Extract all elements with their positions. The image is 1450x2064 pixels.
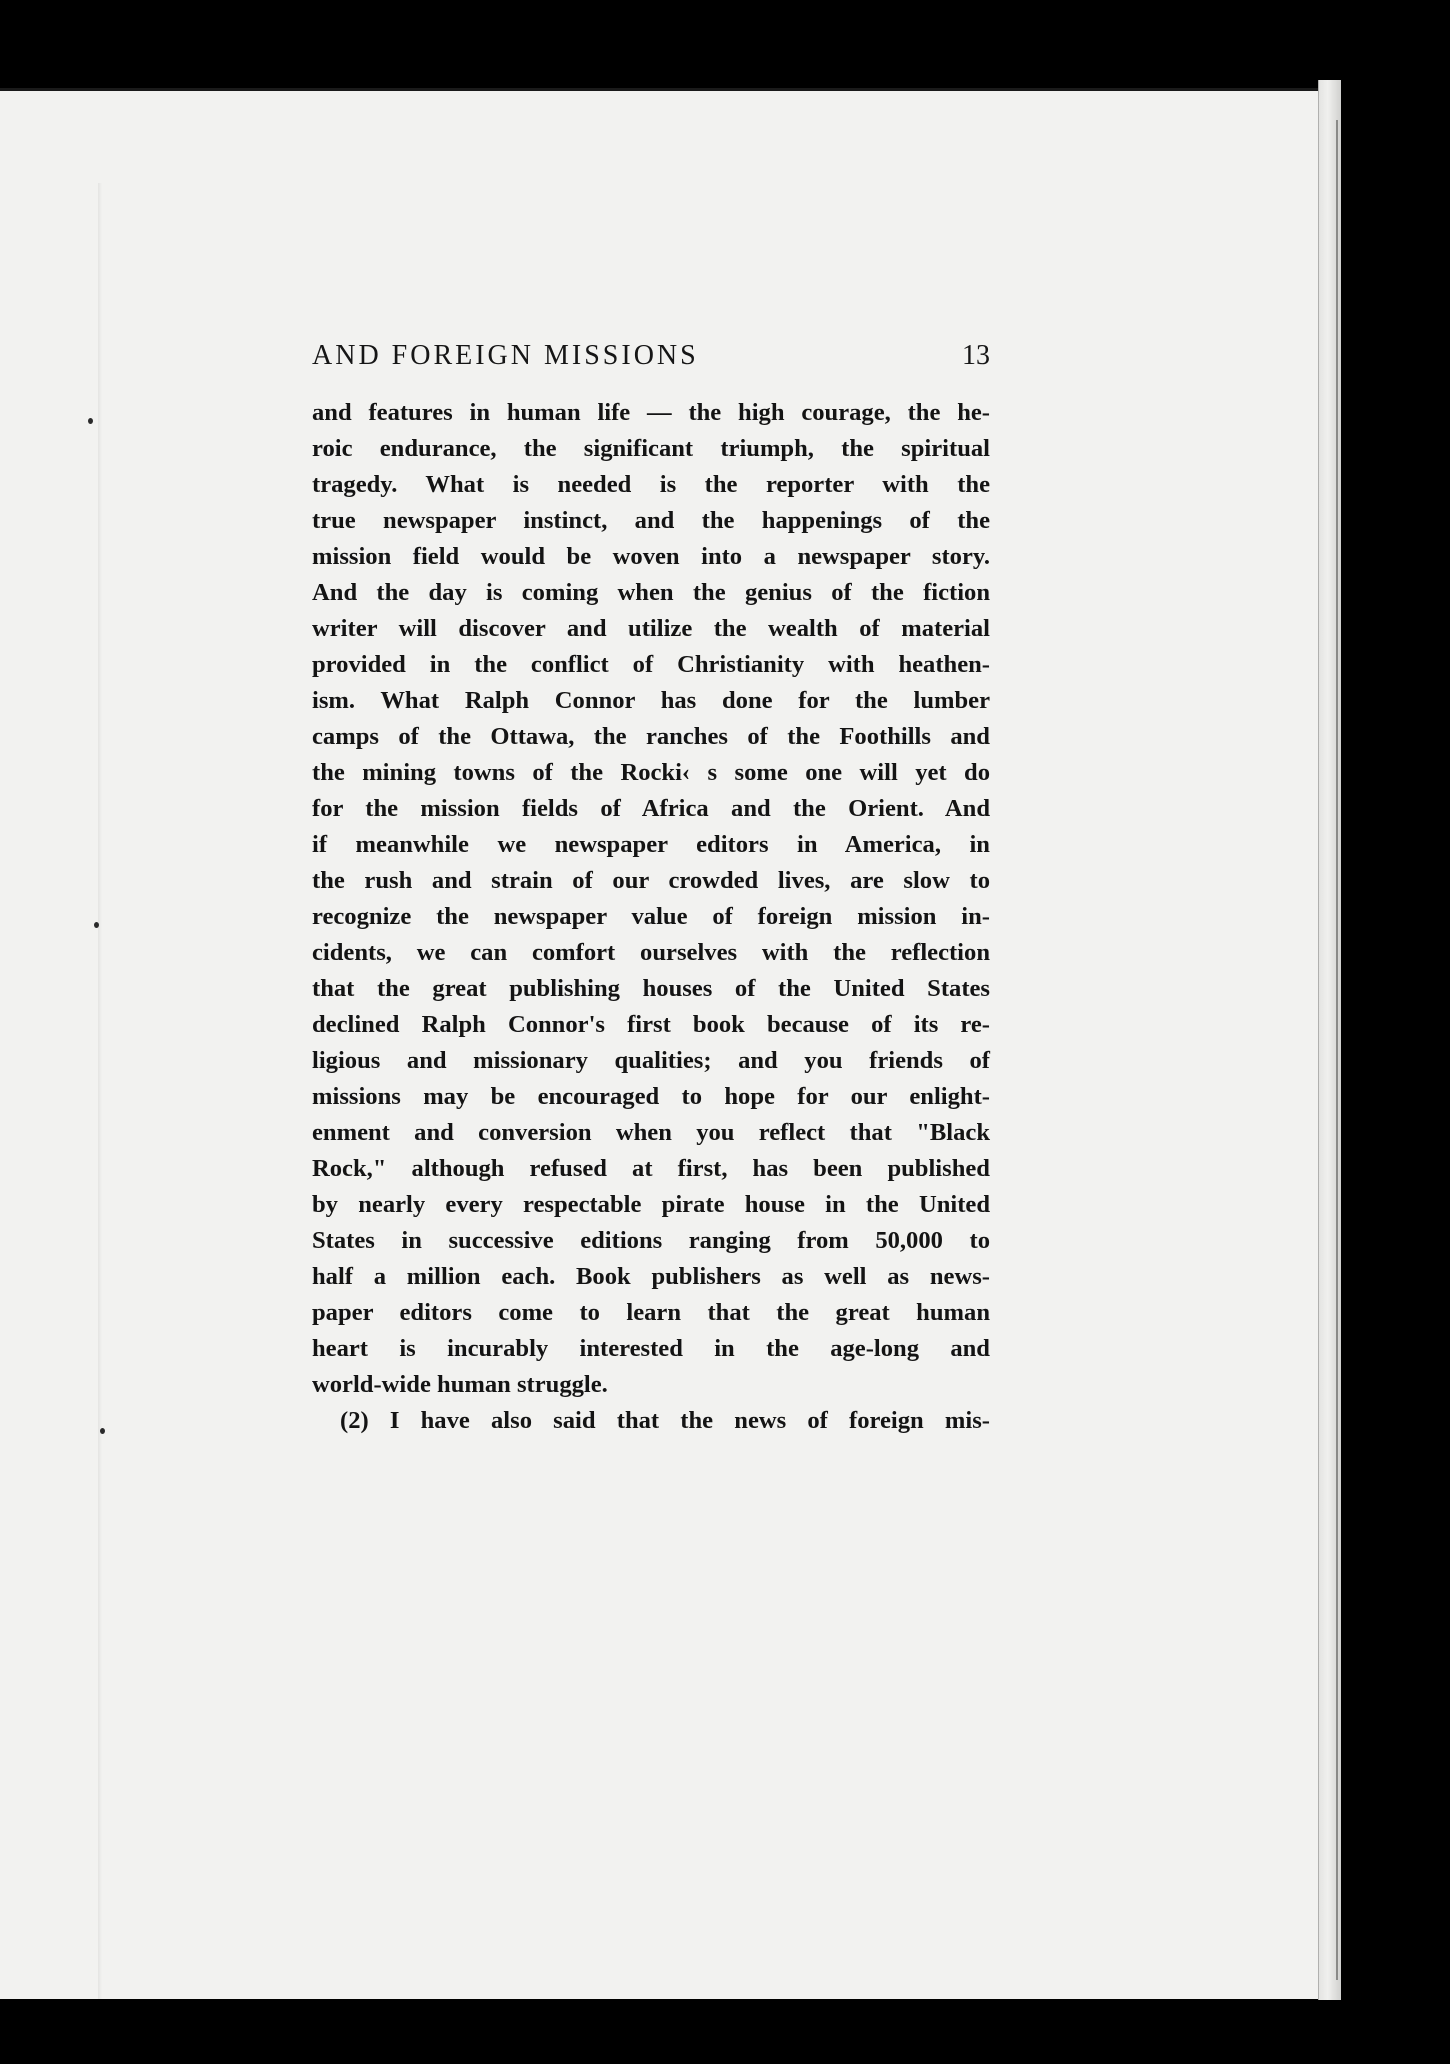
margin-speck <box>100 1428 105 1434</box>
text-line: and features in human life — the high courage, the he- <box>312 399 990 426</box>
text-line: roic endurance, the significant triumph, the spiritual <box>312 435 990 462</box>
body-text <box>312 395 990 1439</box>
text-line: writer will discover and utilize the wealth of material <box>312 615 990 642</box>
text-line: And the day is coming when the genius of the fiction <box>312 579 990 606</box>
text-line: the mining towns of the Rocki‹ s some one will yet do <box>312 759 990 786</box>
text-line: missions may be encouraged to hope for our enlight- <box>312 1083 990 1110</box>
page-edge-line <box>1336 120 1338 1980</box>
text-line: (2) I have also said that the news of foreign mis- <box>340 1407 990 1434</box>
text-line: paper editors come to learn that the great human <box>312 1299 990 1326</box>
text-line: heart is incurably interested in the age-long and <box>312 1335 990 1362</box>
running-title: AND FOREIGN MISSIONS <box>312 340 699 371</box>
margin-speck <box>88 418 93 424</box>
text-line: for the mission fields of Africa and the Orient. And <box>312 795 990 822</box>
text-line: provided in the conflict of Christianity with heathen- <box>312 651 990 678</box>
text-line: declined Ralph Connor's first book because of its re- <box>312 1011 990 1038</box>
text-line: recognize the newspaper value of foreign mission in- <box>312 903 990 930</box>
text-line: Rock," although refused at first, has been published <box>312 1155 990 1182</box>
text-line: tragedy. What is needed is the reporter with the <box>312 471 990 498</box>
text-line: mission field would be woven into a newspaper story. <box>312 543 990 570</box>
text-line: ism. What Ralph Connor has done for the lumber <box>312 687 990 714</box>
text-line: the rush and strain of our crowded lives, are slow to <box>312 867 990 894</box>
text-line: States in successive editions ranging from 50,000 to <box>312 1227 990 1254</box>
text-line: camps of the Ottawa, the ranches of the Foothills and <box>312 723 990 750</box>
text-line: enment and conversion when you reflect that "Black <box>312 1119 990 1146</box>
text-line: true newspaper instinct, and the happenings of the <box>312 507 990 534</box>
running-header <box>312 340 990 384</box>
text-line: cidents, we can comfort ourselves with the reflection <box>312 939 990 966</box>
text-line: by nearly every respectable pirate house in the United <box>312 1191 990 1218</box>
text-line: if meanwhile we newspaper editors in America, in <box>312 831 990 858</box>
margin-speck <box>94 922 99 928</box>
text-line: half a million each. Book publishers as well as news- <box>312 1263 990 1290</box>
text-line: world-wide human struggle. <box>312 1371 608 1398</box>
text-line: that the great publishing houses of the United States <box>312 975 990 1002</box>
page-number: 13 <box>962 340 990 371</box>
text-line: ligious and missionary qualities; and you friends of <box>312 1047 990 1074</box>
gutter-shadow <box>98 183 102 2064</box>
